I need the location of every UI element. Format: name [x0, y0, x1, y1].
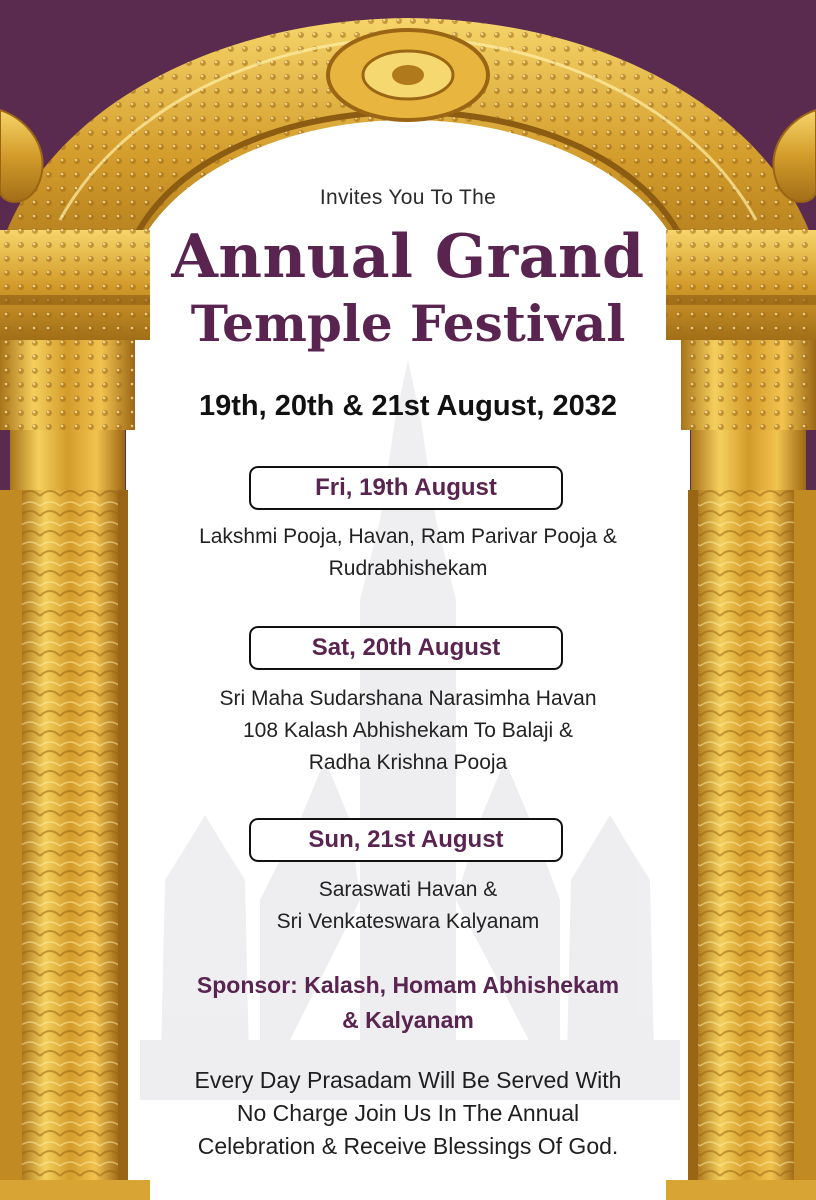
footer-line-1: Every Day Prasadam Will Be Served With	[194, 1067, 622, 1093]
day-2-line-3: Radha Krishna Pooja	[308, 751, 508, 774]
festival-dates: 19th, 20th & 21st August, 2032	[199, 390, 617, 422]
day-1-line-1: Lakshmi Pooja, Havan, Ram Parivar Pooja &	[199, 525, 617, 548]
left-scroll-ornament	[0, 110, 43, 202]
day-1-line-2: Rudrabhishekam	[328, 557, 488, 580]
day-3-line-1: Saraswati Havan &	[318, 878, 498, 901]
sponsor-line-2: & Kalyanam	[342, 1007, 474, 1033]
day-2-description	[150, 683, 666, 779]
day-1-date-badge: Fri, 19th August	[249, 466, 563, 510]
sponsor-line-1: Sponsor: Kalash, Homam Abhishekam	[196, 972, 620, 998]
day-3-description	[150, 874, 666, 938]
day-3-line-2: Sri Venkateswara Kalyanam	[276, 910, 540, 933]
title-line-2: Temple Festival	[190, 294, 626, 353]
day-2-date-badge: Sat, 20th August	[249, 626, 563, 670]
right-scroll-ornament	[773, 110, 816, 202]
title-line-1: Annual Grand	[171, 222, 645, 292]
day-3-date-badge: Sun, 21st August	[249, 818, 563, 862]
invitation-content	[150, 0, 666, 1200]
invite-line: Invites You To The	[319, 186, 497, 209]
footer-line-3: Celebration & Receive Blessings Of God.	[197, 1133, 619, 1159]
left-pillar	[0, 230, 150, 1200]
footer-line-2: No Charge Join Us In The Annual	[236, 1100, 580, 1126]
day-1-description	[150, 521, 666, 585]
day-2-line-2: 108 Kalash Abhishekam To Balaji &	[243, 719, 573, 742]
right-pillar	[666, 230, 816, 1200]
sponsor-text	[150, 968, 666, 1038]
footer-message	[150, 1064, 666, 1163]
day-2-line-1: Sri Maha Sudarshana Narasimha Havan	[219, 687, 597, 710]
